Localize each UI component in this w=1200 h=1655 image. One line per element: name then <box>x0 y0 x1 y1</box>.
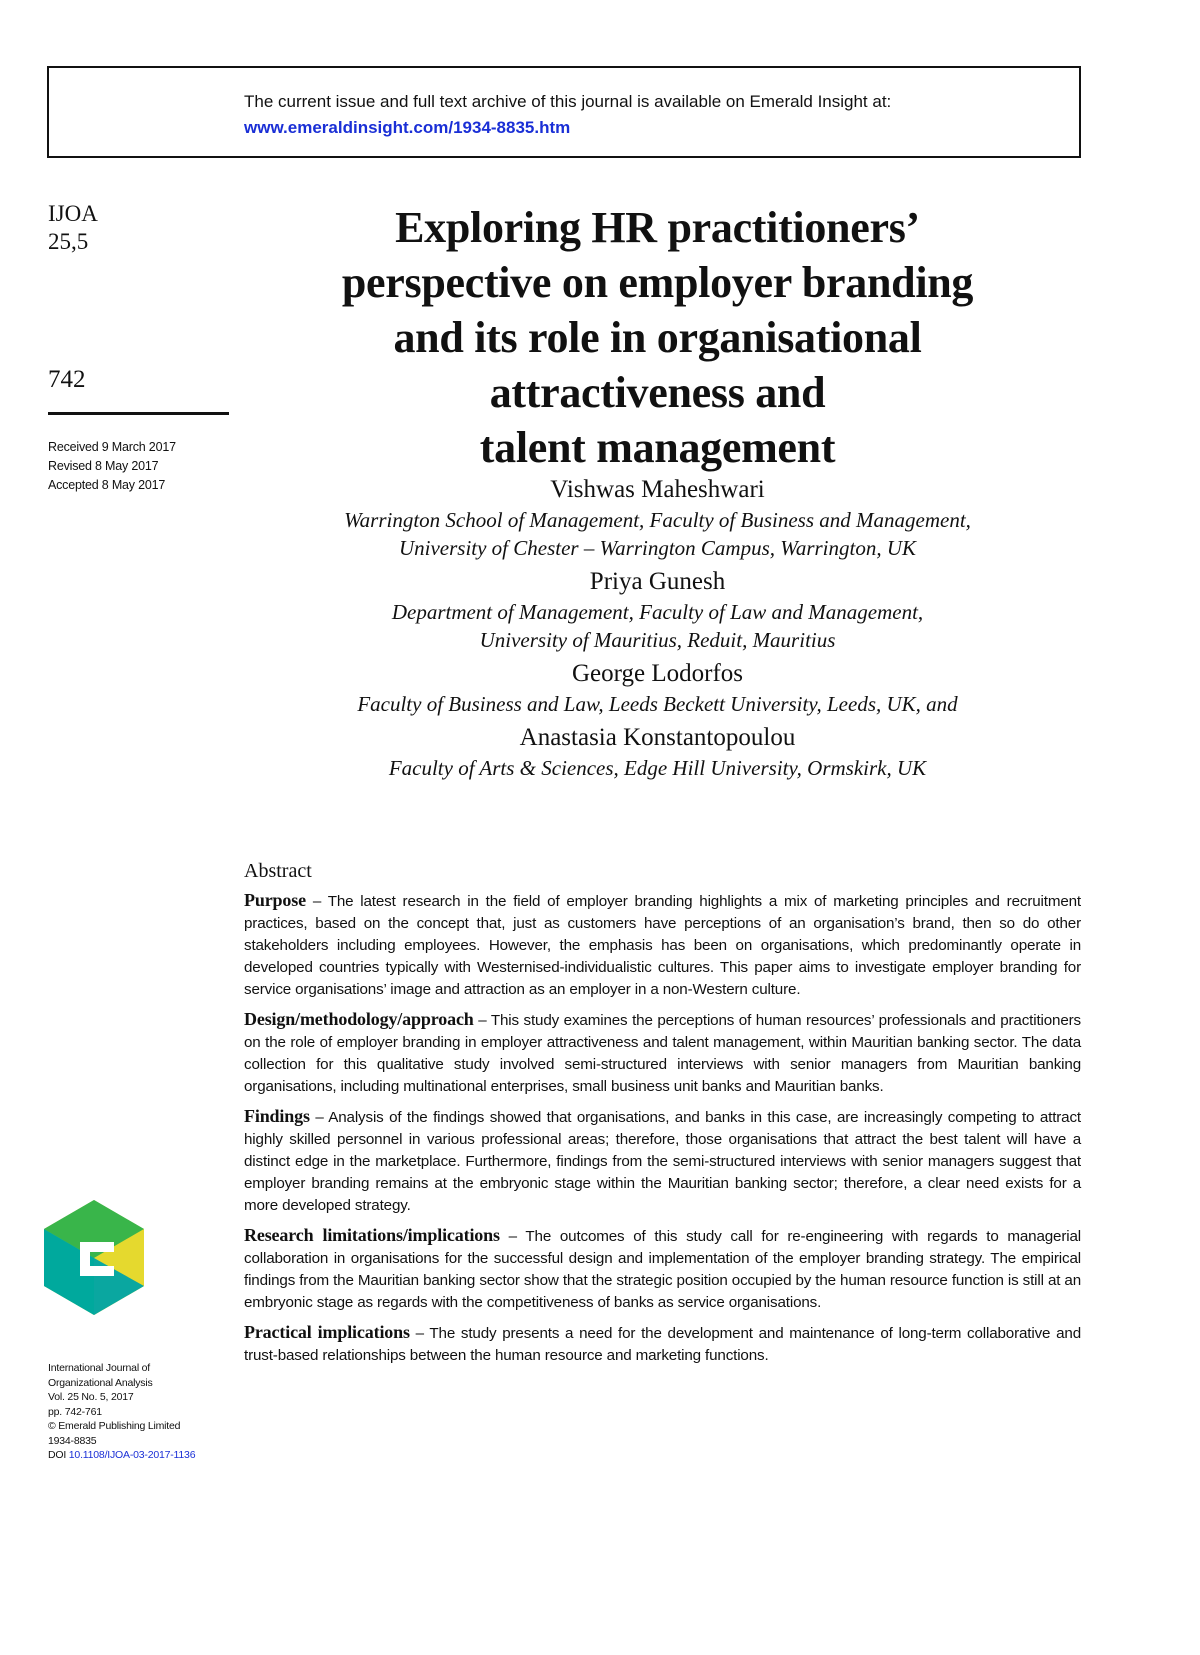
doi-link[interactable]: 10.1108/IJOA-03-2017-1136 <box>68 1449 196 1461</box>
received-date: Received 9 March 2017 <box>48 440 176 454</box>
section-text: – The latest research in the field of employer branding highlights a mix of marketing principles and recruitment practices, based on the concept that, just as customers have perceptions of an organisation’s brand, then so do other stakeholders including employees. However, the emphasis has been on organisations, which predominantly operate in developed countries typically with Westernised-individualistic cultures. This paper aims to investigate employer branding for service organisations’ image and attraction as an employer in a non-Western culture. <box>244 893 1081 998</box>
section-label: Design/methodology/approach <box>244 1009 474 1029</box>
section-label: Purpose <box>244 890 306 910</box>
journal-pages: pp. 742-761 <box>48 1405 102 1418</box>
title-line: and its role in organisational <box>393 313 922 362</box>
journal-url-link[interactable]: www.emeraldinsight.com/1934-8835.htm <box>244 118 571 137</box>
author-affiliation <box>235 506 1080 562</box>
author-name: Vishwas Maheshwari <box>550 476 765 503</box>
journal-name: International Journal of <box>48 1362 151 1374</box>
author-list <box>235 470 1080 782</box>
abstract-practical <box>244 1321 1081 1367</box>
issn: 1934-8835 <box>48 1434 97 1447</box>
crossmark-logo-icon[interactable] <box>44 1200 144 1315</box>
title-line: perspective on employer branding <box>341 258 974 307</box>
affiliation-line: Department of Management, Faculty of Law and Management, <box>391 600 924 624</box>
section-text: – This study examines the perceptions of human resources’ professionals and practitioners on the role of employer branding in employer attractiveness and talent management, within Mauritian banking sector. The data collection for this qualitative study involved semi-structured interviews with senior managers from Mauritian banking organisations, including multinational enterprises, small business unit banks and Mauritian banks. <box>244 1012 1081 1095</box>
access-notice <box>244 89 891 141</box>
section-label: Research limitations/implications <box>244 1225 500 1245</box>
author-name: George Lodorfos <box>571 660 744 687</box>
section-text: – The outcomes of this study call for re-engineering with regards to managerial collaboration in organisations for the successful design and implementation of the employer branding strategy. The empirical findings from the Mauritian banking sector show that the strategic position occupied by the human resource function is still at an embryonic stage as regards with the competitiveness of banks as service organisations. <box>244 1228 1081 1311</box>
revised-date: Revised 8 May 2017 <box>48 459 159 473</box>
abstract-purpose <box>244 889 1081 1001</box>
abstract-design <box>244 1008 1081 1098</box>
abstract-limitations <box>244 1224 1081 1314</box>
abstract-heading: Abstract <box>244 860 312 882</box>
author-affiliation <box>235 598 1080 654</box>
access-notice-text: The current issue and full text archive of this journal is available on Emerald Insight at: <box>244 92 892 111</box>
affiliation-line: Faculty of Business and Law, Leeds Beckett University, Leeds, UK, and <box>357 692 958 716</box>
page-number: 742 <box>48 366 86 393</box>
journal-name: Organizational Analysis <box>48 1376 153 1389</box>
section-text: – Analysis of the findings showed that organisations, and banks in this case, are increasingly competing to attract highly skilled personnel in various professional areas; therefore, those organisations that attract the best talent will have a distinct edge in the marketplace. Furthermore, findings from the semi-structured interviews with senior managers suggest that employer branding remains at the embryonic stage within the Mauritian banking sector; therefore, a clear need exists for a more developed strategy. <box>244 1109 1081 1214</box>
doi-label: DOI <box>48 1449 67 1461</box>
doi-row <box>48 1448 223 1463</box>
affiliation-line: Faculty of Arts & Sciences, Edge Hill University, Ormskirk, UK <box>388 756 927 780</box>
article-dates <box>48 438 176 495</box>
publisher: © Emerald Publishing Limited <box>48 1420 181 1432</box>
journal-info <box>48 1361 223 1463</box>
volume-issue: 25,5 <box>48 229 89 254</box>
journal-volume: Vol. 25 No. 5, 2017 <box>48 1391 134 1403</box>
author-name: Priya Gunesh <box>589 568 726 595</box>
accepted-date: Accepted 8 May 2017 <box>48 478 166 492</box>
author-name: Anastasia Konstantopoulou <box>519 724 796 751</box>
journal-code: IJOA <box>48 201 98 226</box>
affiliation-line: Warrington School of Management, Faculty of Business and Management, <box>344 508 971 532</box>
title-line: Exploring HR practitioners’ <box>395 203 920 252</box>
title-line: attractiveness and <box>489 368 826 417</box>
affiliation-line: University of Chester – Warrington Campus, Warrington, UK <box>398 536 917 560</box>
article-title <box>235 200 1080 475</box>
access-notice-box <box>47 66 1081 158</box>
journal-code-block <box>48 200 228 256</box>
affiliation-line: University of Mauritius, Reduit, Mauritius <box>479 628 836 652</box>
abstract-findings <box>244 1105 1081 1217</box>
section-text: – The study presents a need for the development and maintenance of long-term collaborative and trust-based relationships between the human resource and marketing functions. <box>244 1325 1081 1364</box>
author-affiliation <box>235 754 1080 782</box>
section-label: Findings <box>244 1106 310 1126</box>
author-affiliation <box>235 690 1080 718</box>
title-line: talent management <box>479 423 836 472</box>
section-label: Practical implications <box>244 1322 410 1342</box>
divider <box>48 412 229 415</box>
abstract <box>244 860 1081 1374</box>
